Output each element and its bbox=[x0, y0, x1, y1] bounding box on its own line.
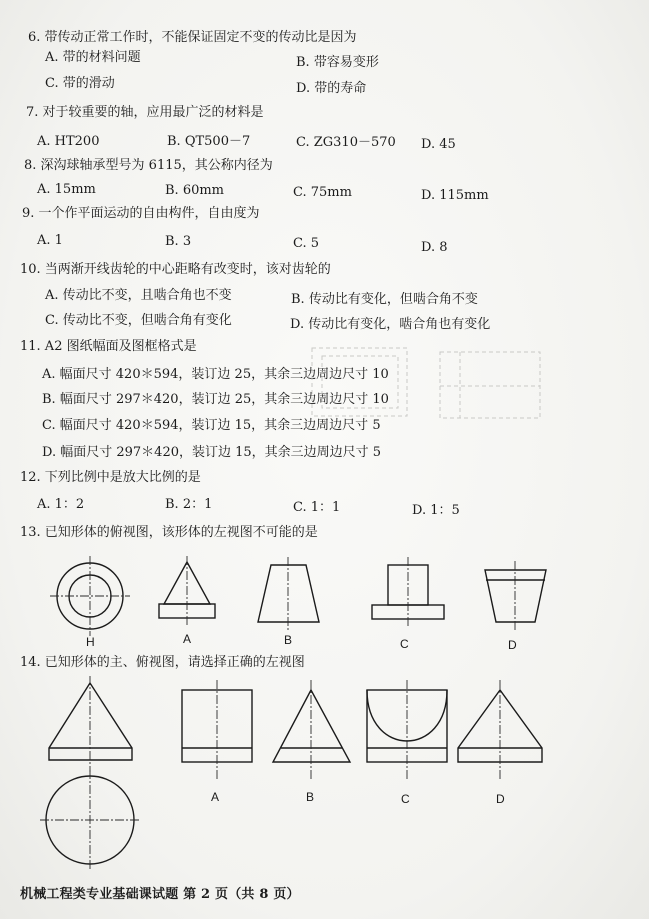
question-8-option-a: A. 15mm bbox=[37, 182, 96, 197]
q14-label-b: B bbox=[306, 790, 315, 804]
question-10-option-a: A. 传动比不变，且啮合角也不变 bbox=[45, 288, 232, 303]
question-13-stem: 13. 已知形体的俯视图，该形体的左视图不可能的是 bbox=[20, 525, 318, 540]
q13-option-d-view bbox=[485, 561, 546, 630]
question-6-stem: 6. 带传动正常工作时，不能保证固定不变的传动比是因为 bbox=[28, 30, 357, 45]
question-10-option-b: B. 传动比有变化，但啮合角不变 bbox=[291, 292, 478, 307]
question-9-option-b: B. 3 bbox=[165, 234, 192, 249]
q13-label-b: B bbox=[284, 633, 293, 647]
q14-top-view bbox=[40, 770, 140, 870]
page-footer: 机械工程类专业基础课试题 第 2 页（共 8 页） bbox=[20, 887, 300, 902]
q14-front-view bbox=[49, 676, 132, 772]
question-9-option-a: A. 1 bbox=[37, 233, 63, 248]
q13-option-b-view bbox=[258, 557, 319, 630]
question-8-option-c: C. 75mm bbox=[293, 185, 352, 200]
q14-label-c: C bbox=[401, 792, 410, 806]
question-9-stem: 9. 一个作平面运动的自由构件，自由度为 bbox=[22, 206, 260, 221]
question-12-option-a: A. 1：2 bbox=[37, 497, 85, 512]
question-6-option-b: B. 带容易变形 bbox=[296, 55, 379, 70]
q13-label-d: D bbox=[508, 638, 517, 652]
question-7-option-d: D. 45 bbox=[421, 137, 456, 152]
question-12-stem: 12. 下列比例中是放大比例的是 bbox=[20, 470, 201, 485]
q14-option-a-view bbox=[182, 680, 252, 780]
question-7-stem: 7. 对于较重要的轴，应用最广泛的材料是 bbox=[26, 105, 264, 120]
question-11-option-d: D. 幅面尺寸 297＊420，装订边 15，其余三边周边尺寸 5 bbox=[42, 445, 382, 460]
question-6-option-d: D. 带的寿命 bbox=[296, 81, 367, 96]
question-12-option-b: B. 2：1 bbox=[165, 497, 213, 512]
bleed-through-mark bbox=[312, 348, 540, 418]
question-8-option-d: D. 115mm bbox=[421, 188, 489, 203]
question-6-option-c: C. 带的滑动 bbox=[45, 76, 115, 91]
q13-option-a-view bbox=[159, 556, 215, 626]
question-10-option-c: C. 传动比不变，但啮合角有变化 bbox=[45, 313, 232, 328]
q13-option-c-view bbox=[372, 557, 444, 628]
question-11-option-a: A. 幅面尺寸 420＊594，装订边 25，其余三边周边尺寸 10 bbox=[42, 367, 389, 382]
question-9-option-d: D. 8 bbox=[421, 240, 448, 255]
q13-label-h: H bbox=[86, 635, 95, 649]
question-10-stem: 10. 当两渐开线齿轮的中心距略有改变时，该对齿轮的 bbox=[20, 262, 331, 277]
question-7-option-a: A. HT200 bbox=[37, 134, 100, 149]
question-11-stem: 11. A2 图纸幅面及图框格式是 bbox=[20, 339, 197, 354]
q13-top-view bbox=[50, 556, 130, 636]
q14-option-d-view bbox=[458, 680, 542, 780]
question-8-stem: 8. 深沟球轴承型号为 6115，其公称内径为 bbox=[24, 158, 273, 173]
q14-option-c-view bbox=[367, 680, 447, 780]
question-7-option-b: B. QT500－7 bbox=[167, 134, 251, 149]
question-9-option-c: C. 5 bbox=[293, 236, 320, 251]
q14-label-a: A bbox=[211, 790, 220, 804]
question-12-option-d: D. 1：5 bbox=[412, 503, 460, 518]
q14-label-d: D bbox=[496, 792, 505, 806]
q14-option-b-view bbox=[273, 680, 350, 780]
question-7-option-c: C. ZG310－570 bbox=[296, 135, 396, 150]
question-14-stem: 14. 已知形体的主、俯视图，请选择正确的左视图 bbox=[20, 655, 305, 670]
question-11-option-b: B. 幅面尺寸 297＊420，装订边 25，其余三边周边尺寸 10 bbox=[42, 392, 389, 407]
q13-label-a: A bbox=[183, 632, 192, 646]
question-6-option-a: A. 带的材料问题 bbox=[45, 50, 141, 65]
q13-label-c: C bbox=[400, 637, 409, 651]
question-12-option-c: C. 1：1 bbox=[293, 500, 341, 515]
question-11-option-c: C. 幅面尺寸 420＊594，装订边 15，其余三边周边尺寸 5 bbox=[42, 418, 381, 433]
question-8-option-b: B. 60mm bbox=[165, 183, 225, 198]
question-10-option-d: D. 传动比有变化，啮合角也有变化 bbox=[290, 317, 491, 332]
